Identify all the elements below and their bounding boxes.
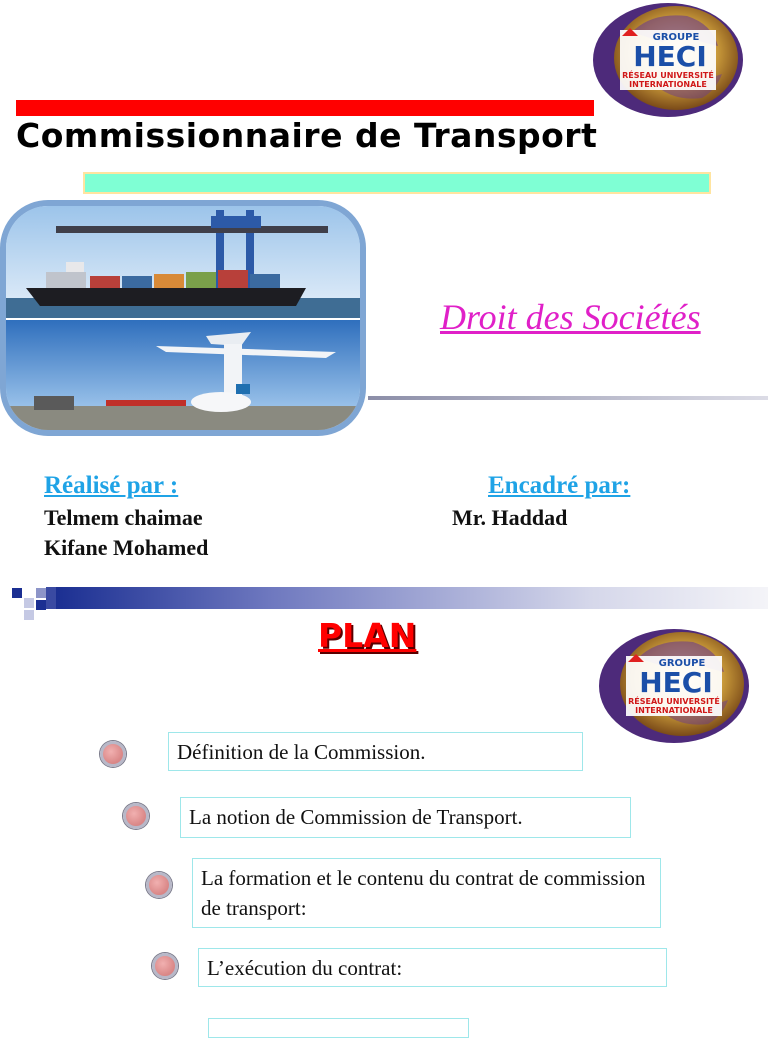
- logo-line3: RÉSEAU UNIVERSITÉ: [628, 697, 720, 706]
- logo-line4: INTERNATIONALE: [635, 706, 713, 715]
- bullet-icon: [100, 741, 126, 767]
- author-name: Kifane Mohamed: [44, 535, 209, 560]
- plan-item: L’exécution du contrat:: [198, 948, 667, 987]
- bullet-icon: [123, 803, 149, 829]
- heci-logo: [592, 2, 744, 118]
- bullet-icon: [152, 953, 178, 979]
- logo-line4: INTERNATIONALE: [629, 80, 707, 89]
- plan-item: La notion de Commission de Transport.: [180, 797, 631, 838]
- heci-logo: [598, 628, 750, 744]
- slide-title: Commissionnaire de Transport: [16, 116, 598, 155]
- plan-item-partial: [208, 1018, 469, 1038]
- supervisor-name: Mr. Haddad: [452, 505, 568, 530]
- title-red-bar: [16, 100, 594, 116]
- realise-label: Réalisé par :: [44, 472, 179, 499]
- title-accent-bar: [83, 172, 711, 194]
- encadre-label: Encadré par:: [488, 472, 631, 499]
- logo-line3: RÉSEAU UNIVERSITÉ: [622, 71, 714, 80]
- plan-item: La formation et le contenu du contrat de commission de transport:: [192, 858, 661, 928]
- logo-line1: GROUPE: [652, 32, 700, 43]
- subtitle-underline: [368, 396, 768, 400]
- logo-line2: HECI: [639, 666, 713, 699]
- plan-title: PLAN: [318, 616, 417, 655]
- author-name: Telmem chaimae: [44, 505, 203, 530]
- plan-item: Définition de la Commission.: [168, 732, 583, 771]
- logo-line1: GROUPE: [658, 658, 706, 669]
- course-subtitle: Droit des Sociétés: [440, 297, 701, 337]
- logo-line2: HECI: [633, 40, 707, 73]
- bullet-icon: [146, 872, 172, 898]
- transport-photo: [0, 200, 366, 436]
